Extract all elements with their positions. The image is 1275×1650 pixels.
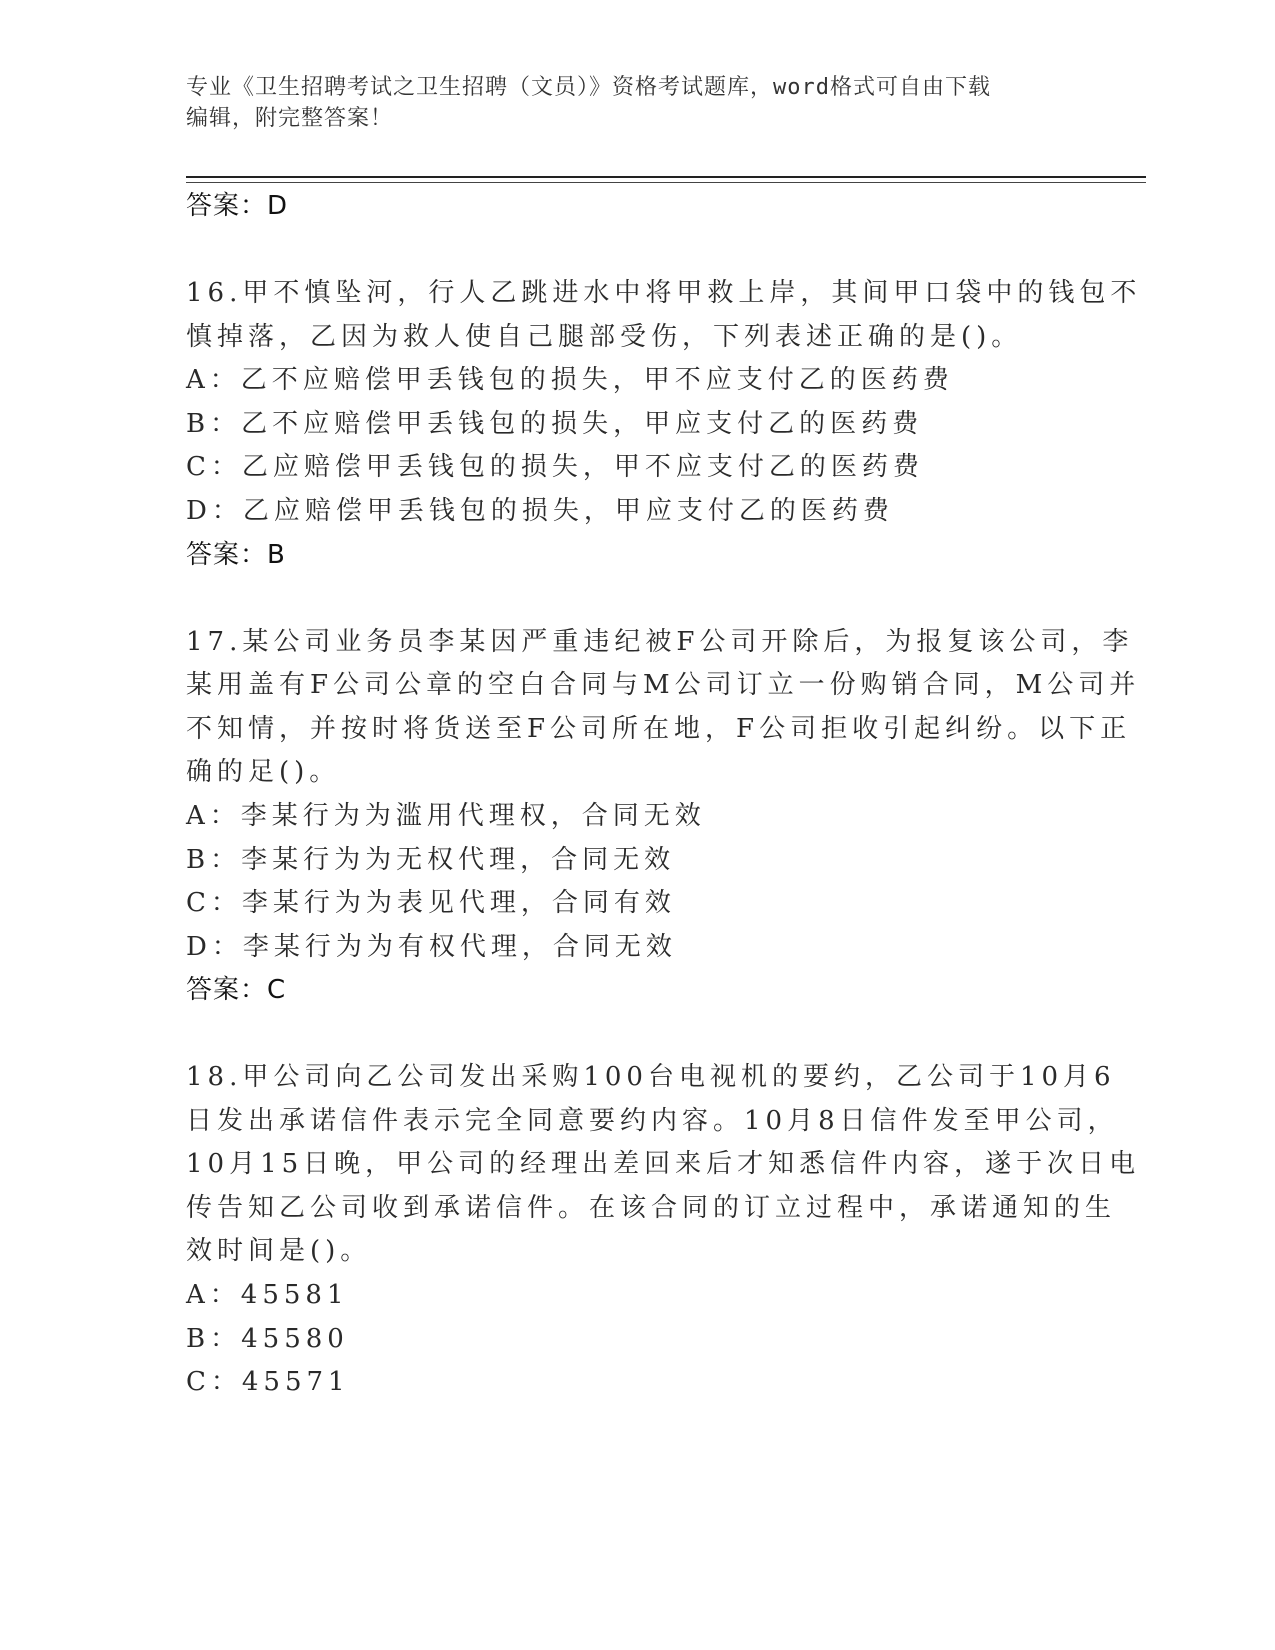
question-18-text-line-1: 18.甲公司向乙公司发出采购100台电视机的要约，乙公司于10月6 [186,1062,1116,1092]
question-17-text-line-3: 不知情，并按时将货送至F公司所在地，F公司拒收引起纠纷。以下正 [186,714,1132,744]
question-17-option-a: A：李某行为为滥用代理权，合同无效 [186,801,706,831]
header-rule-thin [186,182,1146,183]
question-18-text-line-3: 10月15日晚，甲公司的经理出差回来后才知悉信件内容，遂于次日电 [186,1149,1141,1179]
question-18-option-c: C：45571 [186,1367,350,1397]
question-16-option-a: A：乙不应赔偿甲丢钱包的损失，甲不应支付乙的医药费 [186,365,954,395]
document-header [186,72,1066,134]
question-17-text-line-4: 确的足()。 [186,757,341,787]
question-17-option-b: B：李某行为为无权代理，合同无效 [186,845,676,875]
question-18-text-line-2: 日发出承诺信件表示完全同意要约内容。10月8日信件发至甲公司， [186,1106,1119,1136]
question-18-option-a: A：45581 [186,1280,349,1310]
question-18-option-b: B：45580 [186,1324,349,1354]
header-rule-thick [186,176,1146,178]
question-16-answer: 答案：B [186,540,286,570]
question-18-text-line-5: 效时间是()。 [186,1236,372,1266]
question-16-text-line-2: 慎掉落，乙因为救人使自己腿部受伤，下列表述正确的是()。 [186,322,1023,352]
header-line-1: 专业《卫生招聘考试之卫生招聘（文员）》资格考试题库，word格式可自由下载 [186,75,991,100]
question-17-text-line-2: 某用盖有F公司公章的空白合同与M公司订立一份购销合同，M公司并 [186,670,1141,700]
previous-answer: 答案：D [186,191,289,221]
question-17-answer: 答案：C [186,975,287,1005]
question-18-text-line-4: 传告知乙公司收到承诺信件。在该合同的订立过程中，承诺通知的生 [186,1193,1117,1223]
question-16-option-d: D：乙应赔偿甲丢钱包的损失，甲应支付乙的医药费 [186,496,894,526]
question-17-option-d: D：李某行为为有权代理，合同无效 [186,932,677,962]
question-16-option-b: B：乙不应赔偿甲丢钱包的损失，甲应支付乙的医药费 [186,409,924,439]
question-16-option-c: C：乙应赔偿甲丢钱包的损失，甲不应支付乙的医药费 [186,452,924,482]
question-16-text-line-1: 16.甲不慎坠河，行人乙跳进水中将甲救上岸，其间甲口袋中的钱包不 [186,278,1142,308]
question-17-option-c: C：李某行为为表见代理，合同有效 [186,888,676,918]
header-line-2: 编辑，附完整答案！ [186,106,394,131]
question-17-text-line-1: 17.某公司业务员李某因严重违纪被F公司开除后，为报复该公司，李 [186,627,1134,657]
